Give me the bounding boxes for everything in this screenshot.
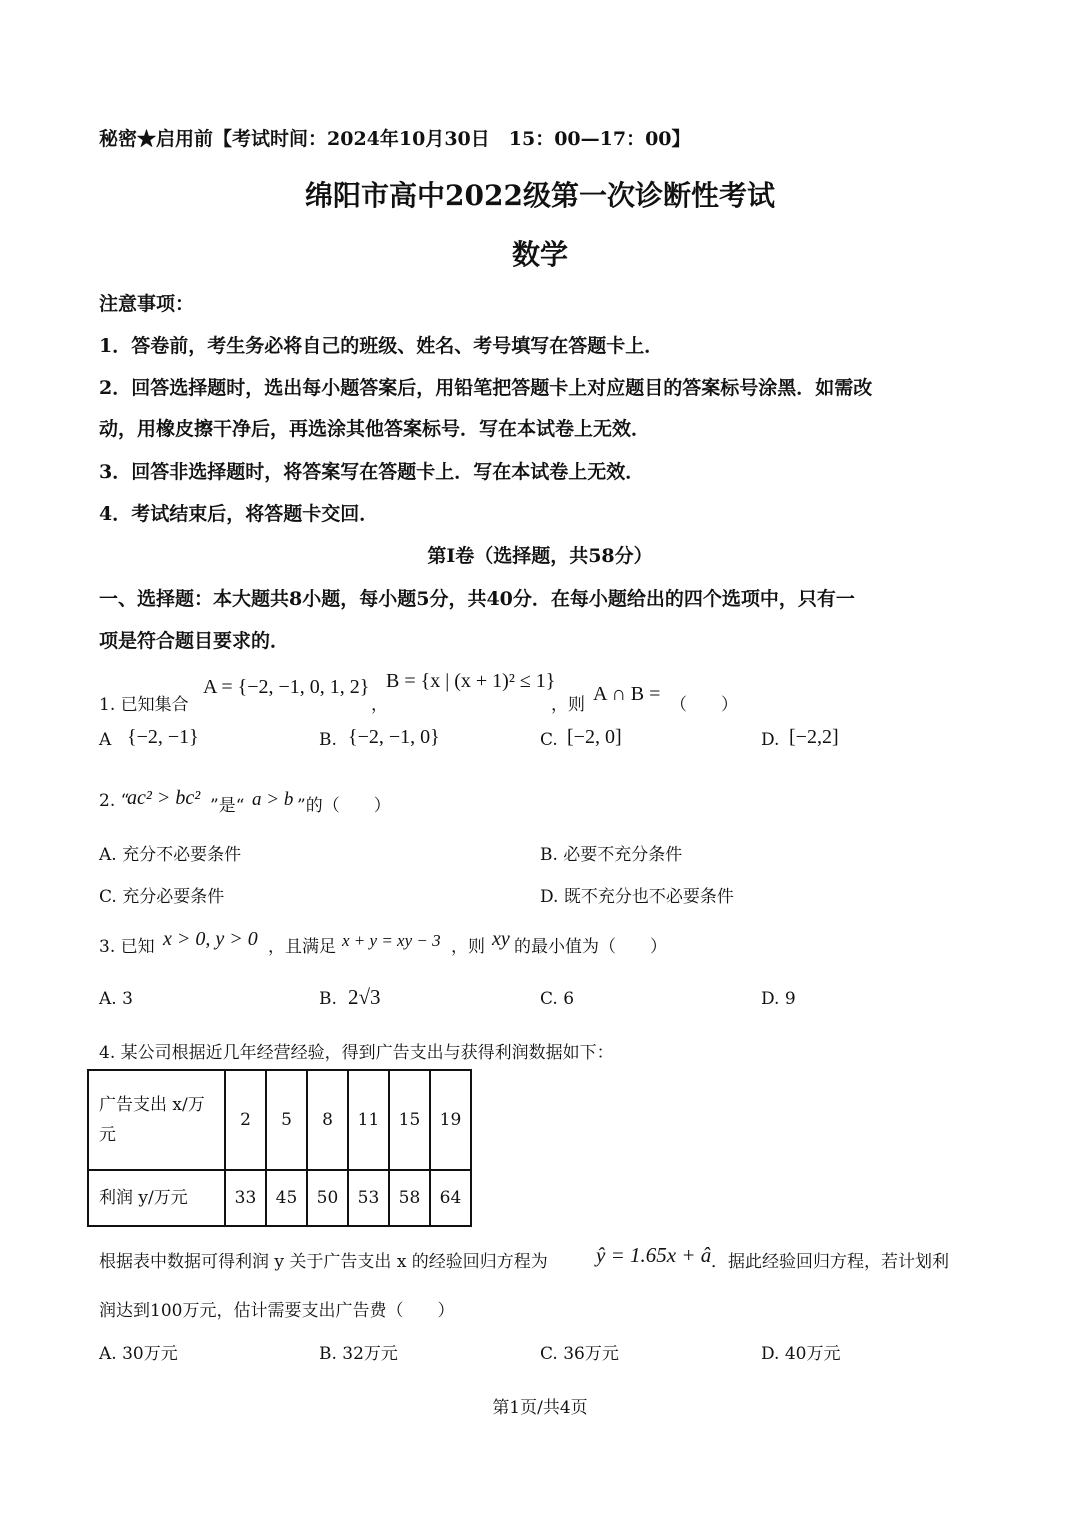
q1-prefix: 1. 已知集合 bbox=[99, 695, 189, 715]
subject-title: 数学 bbox=[511, 238, 568, 271]
notice-item-2-line-1: 2．回答选择题时，选出每小题答案后，用铅笔把答题卡上对应题目的答案标号涂黑．如需改 bbox=[99, 377, 873, 399]
page-footer: 第1页/共4页 bbox=[492, 1398, 588, 1418]
table-header-cell: 利润 y/万元 bbox=[88, 1170, 225, 1226]
q2-condition-1: ac² > bc² bbox=[127, 787, 201, 809]
notice-item-3: 3．回答非选择题时，将答案写在答题卡上．写在本试卷上无效． bbox=[99, 461, 645, 483]
q3-option-c: C. 6 bbox=[540, 989, 575, 1009]
table-header-cell bbox=[88, 1070, 225, 1170]
table-cell: 64 bbox=[430, 1170, 471, 1226]
q4-option-b: B. 32万元 bbox=[319, 1344, 398, 1364]
section-instructions-line-2: 项是符合题目要求的． bbox=[99, 630, 290, 652]
table-cell: 8 bbox=[307, 1070, 348, 1170]
q3-middle-1: ，且满足 bbox=[268, 937, 336, 957]
exam-title: 绵阳市高中2022级第一次诊断性考试 bbox=[305, 179, 775, 212]
q1-option-b-label: B. bbox=[319, 730, 337, 750]
q1-answer-paren: （ ） bbox=[670, 695, 738, 715]
q2-middle: ”是“ bbox=[210, 796, 245, 816]
row1-header-line-1: 广告支出 x/万 bbox=[99, 1095, 205, 1115]
q1-expression: A ∩ B = bbox=[593, 683, 661, 705]
table-cell: 19 bbox=[430, 1070, 471, 1170]
q3-variable: xy bbox=[492, 928, 510, 950]
table-cell: 58 bbox=[389, 1170, 430, 1226]
q3-suffix: 的最小值为（ ） bbox=[514, 937, 667, 957]
q4-option-a: A. 30万元 bbox=[99, 1344, 178, 1364]
section-instructions-line-1: 一、选择题：本大题共8小题，每小题5分，共40分．在每小题给出的四个选项中，只有一 bbox=[99, 588, 855, 610]
data-table bbox=[87, 1069, 472, 1227]
q3-equation: x + y = xy − 3 bbox=[342, 931, 441, 950]
q1-option-d-label: D. bbox=[761, 730, 780, 750]
q2-option-b: B. 必要不充分条件 bbox=[540, 845, 683, 865]
q4-option-c: C. 36万元 bbox=[540, 1344, 619, 1364]
table-cell: 53 bbox=[348, 1170, 389, 1226]
q3-option-d: D. 9 bbox=[761, 989, 796, 1009]
q1-option-a-value: {−2, −1} bbox=[127, 726, 199, 748]
q4-text-1-suffix: ．据此经验回归方程，若计划利 bbox=[711, 1252, 949, 1272]
table-cell: 15 bbox=[389, 1070, 430, 1170]
table-cell: 11 bbox=[348, 1070, 389, 1170]
q4-text-1-prefix: 根据表中数据可得利润 y 关于广告支出 x 的经验回归方程为 bbox=[99, 1252, 548, 1272]
q4-stem: 4. 某公司根据近几年经营经验，得到广告支出与获得利润数据如下： bbox=[99, 1043, 614, 1063]
q1-suffix: ，则 bbox=[551, 695, 585, 715]
q2-prefix: 2. “ bbox=[99, 791, 130, 811]
table-cell: 2 bbox=[225, 1070, 266, 1170]
q3-option-a: A. 3 bbox=[99, 989, 133, 1009]
q1-option-d-value: [−2,2] bbox=[789, 726, 839, 748]
q3-prefix: 3. 已知 bbox=[99, 937, 155, 957]
q1-option-c-value: [−2, 0] bbox=[567, 726, 622, 748]
q1-comma: ， bbox=[371, 695, 388, 715]
table-cell: 50 bbox=[307, 1170, 348, 1226]
table-cell: 33 bbox=[225, 1170, 266, 1226]
q1-set-a: A = {−2, −1, 0, 1, 2} bbox=[203, 676, 370, 698]
q1-option-a-label: A bbox=[99, 730, 112, 750]
q3-condition: x > 0, y > 0 bbox=[163, 928, 258, 950]
q3-middle-2: ，则 bbox=[451, 937, 485, 957]
table-cell: 5 bbox=[266, 1070, 307, 1170]
secret-header: 秘密★启用前【考试时间：2024年10月30日 15：00—17：00】 bbox=[99, 128, 691, 150]
volume-heading: 第Ⅰ卷（选择题，共58分） bbox=[427, 545, 653, 567]
row1-header-line-2: 元 bbox=[99, 1125, 116, 1145]
q2-suffix: ”的（ ） bbox=[297, 796, 391, 816]
q2-condition-2: a > b bbox=[252, 789, 294, 810]
q4-text-2: 润达到100万元，估计需要支出广告费（ ） bbox=[99, 1301, 455, 1321]
q2-option-d: D. 既不充分也不必要条件 bbox=[540, 887, 734, 907]
notice-title: 注意事项： bbox=[99, 293, 195, 315]
table-row bbox=[88, 1070, 471, 1170]
notice-item-1: 1．答卷前，考生务必将自己的班级、姓名、考号填写在答题卡上． bbox=[99, 335, 664, 357]
q2-option-a: A. 充分不必要条件 bbox=[99, 845, 242, 865]
table-row bbox=[88, 1170, 471, 1226]
table-cell: 45 bbox=[266, 1170, 307, 1226]
q2-option-c: C. 充分必要条件 bbox=[99, 887, 225, 907]
notice-item-2-line-2: 动，用橡皮擦干净后，再选涂其他答案标号．写在本试卷上无效． bbox=[99, 418, 651, 440]
q3-option-b-label: B. bbox=[319, 989, 337, 1009]
q4-regression-equation: ŷ = 1.65x + â bbox=[596, 1243, 712, 1267]
q1-option-c-label: C. bbox=[540, 730, 558, 750]
q4-option-d: D. 40万元 bbox=[761, 1344, 841, 1364]
notice-item-4: 4．考试结束后，将答题卡交回． bbox=[99, 503, 379, 525]
q1-option-b-value: {−2, −1, 0} bbox=[348, 726, 440, 748]
q3-option-b-value: 2√3 bbox=[348, 985, 381, 1009]
q1-set-b: B = {x | (x + 1)² ≤ 1} bbox=[386, 670, 556, 692]
